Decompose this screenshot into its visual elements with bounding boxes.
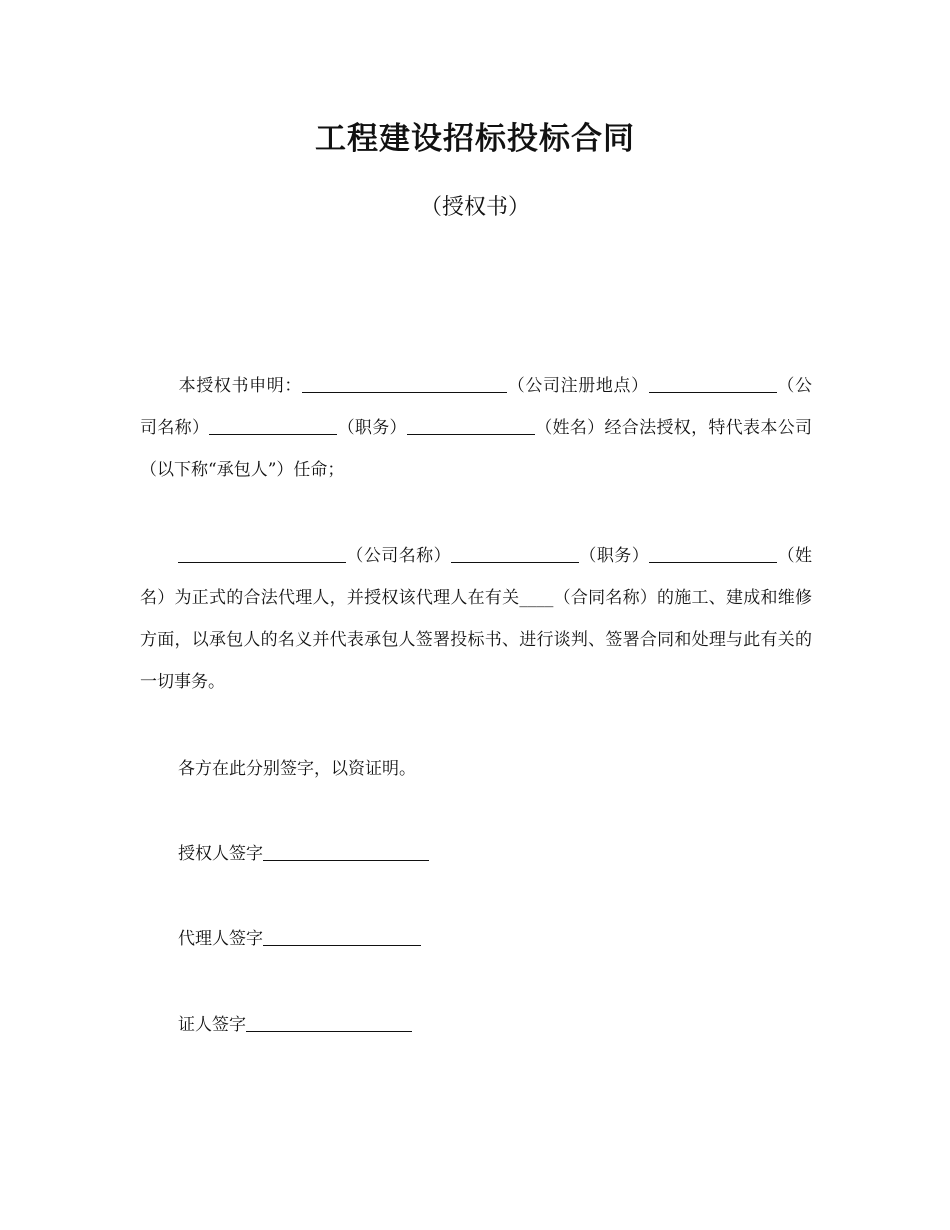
contract-name-blank: ____ bbox=[519, 588, 554, 608]
agent-position-blank bbox=[451, 545, 579, 563]
reg-place-blank bbox=[302, 375, 507, 393]
authorizer-signature bbox=[178, 842, 429, 866]
document-subtitle: （授权书） bbox=[419, 195, 530, 220]
authorizer-signature-label: 授权人签字 bbox=[178, 844, 263, 864]
witness-signature-label: 证人签字 bbox=[178, 1015, 246, 1035]
declaration-prefix: 本授权书申明： bbox=[178, 376, 303, 396]
agent-name-blank bbox=[649, 545, 777, 563]
reg-place-label: （公司注册地点） bbox=[507, 376, 649, 396]
declaration-paragraph bbox=[140, 365, 812, 491]
authorizer-signature-line bbox=[263, 843, 429, 861]
witness-signature-line bbox=[246, 1014, 412, 1032]
agent-signature bbox=[178, 927, 421, 951]
agent-text-a: （姓名）为正式的合法代理人，并授权该代理人在有关 bbox=[140, 546, 813, 608]
attestation-text: 各方在此分别签字，以资证明。 bbox=[178, 759, 416, 779]
appointment-paragraph bbox=[140, 535, 812, 703]
agent-position-label: （职务） bbox=[579, 546, 650, 566]
position-blank bbox=[209, 417, 337, 435]
agent-signature-label: 代理人签字 bbox=[178, 929, 263, 949]
attestation-paragraph bbox=[140, 748, 812, 790]
name-blank bbox=[407, 417, 535, 435]
witness-signature bbox=[178, 1013, 412, 1037]
company-blank bbox=[649, 375, 777, 393]
agent-text-b: （合同名称）的施工、建成和维修方面，以承包人的名义并代表承包人签署投标书、进行谈判、签署合同和处理与此有关的一切事务。 bbox=[140, 588, 813, 692]
position-label: （职务） bbox=[337, 418, 407, 438]
company-label: （公司名称） bbox=[140, 376, 813, 438]
agent-company-label: （公司名称） bbox=[346, 546, 451, 566]
agent-company-blank bbox=[178, 545, 346, 563]
name-label-text: （姓名）经合法授权，特代表本公司（以下称“承包人”）任命； bbox=[140, 418, 813, 480]
agent-signature-line bbox=[263, 928, 421, 946]
document-title: 工程建设招标投标合同 bbox=[315, 121, 635, 157]
